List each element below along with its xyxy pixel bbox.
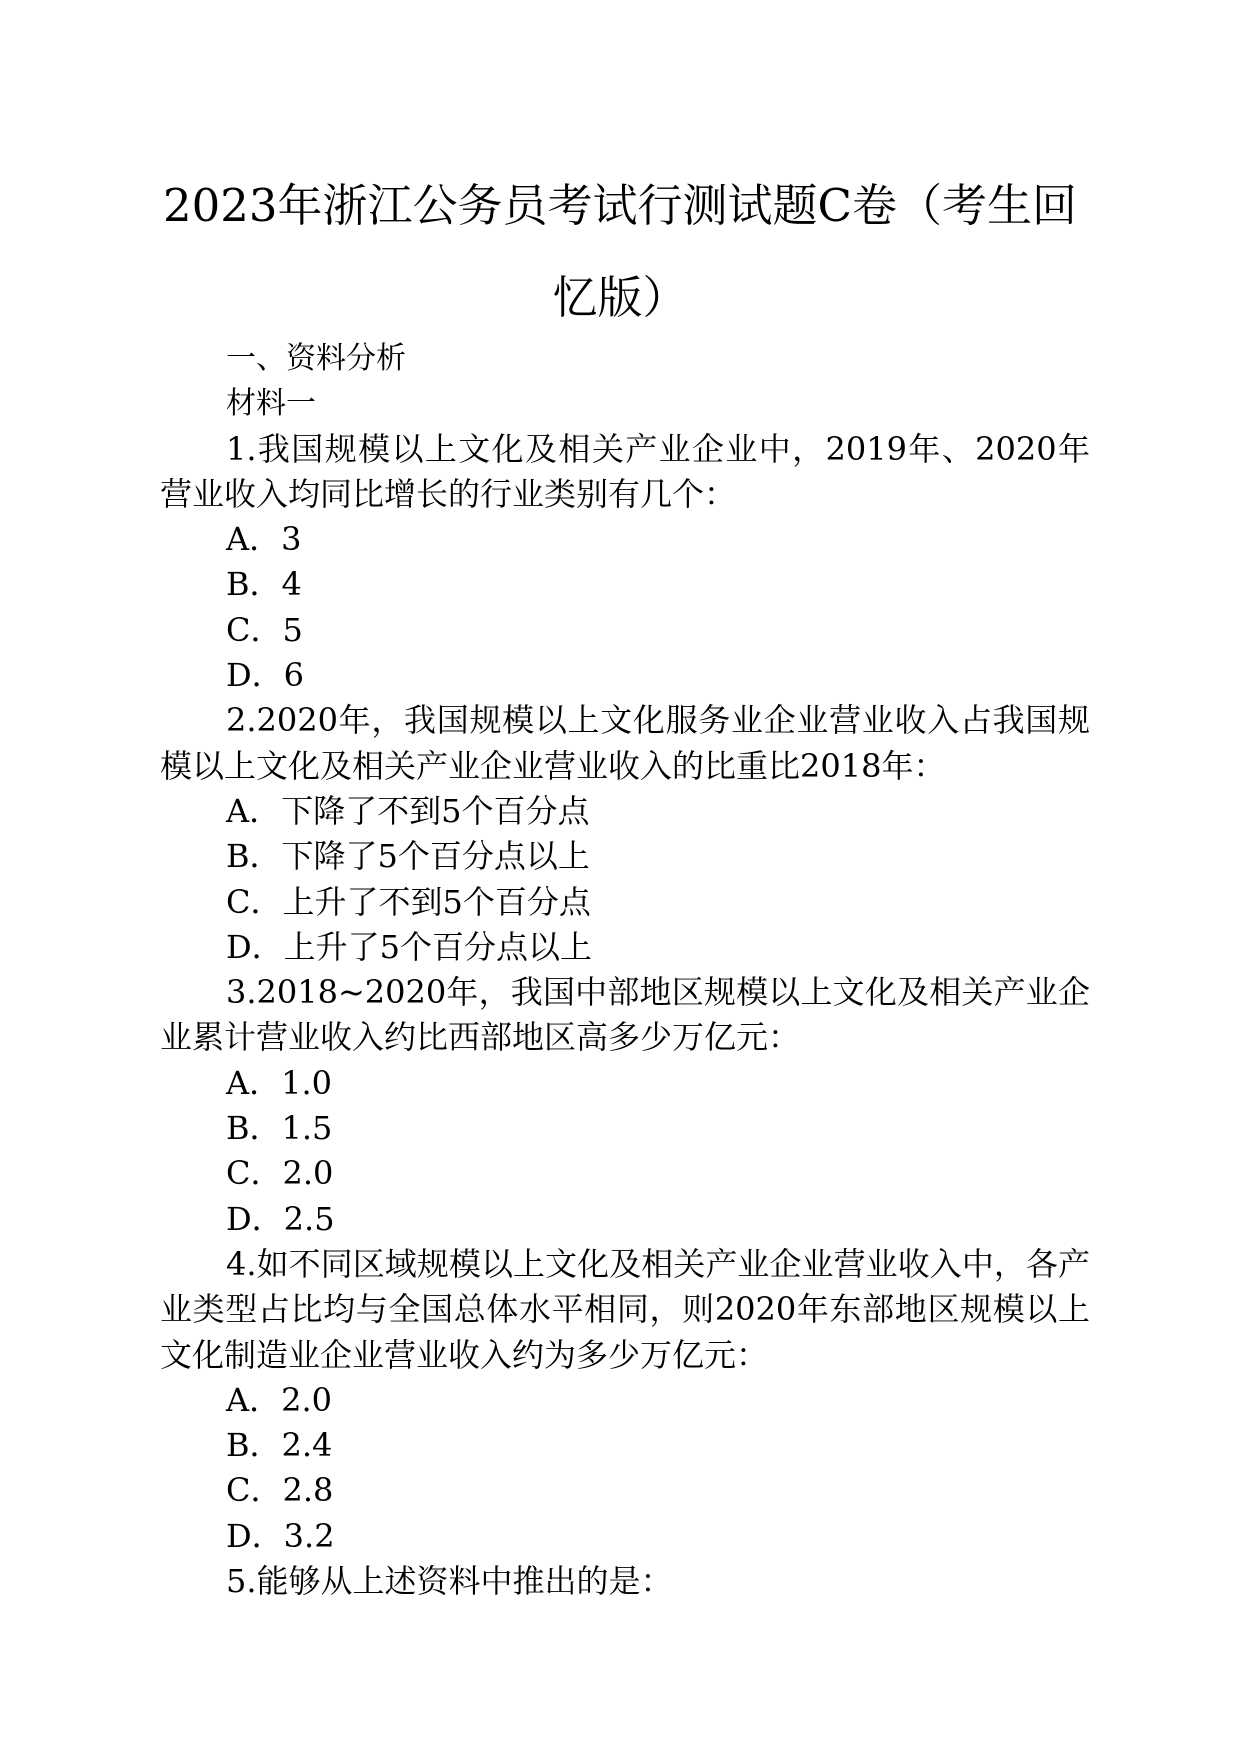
question-4-option-c: C．2.8 [226,1471,334,1510]
document-title: 2023年浙江公务员考试行测试题C卷（考生回忆版） [163,179,1077,324]
question-3-option-a: A．1.0 [226,1063,333,1102]
question-1-option-d: D．6 [226,656,305,695]
question-3-text: 3.2018~2020年，我国中部地区规模以上文化及相关产业企业累计营业收入约比西部地区高多少万亿元： [160,973,1090,1057]
question-3-option-d: D．2.5 [226,1199,335,1238]
question-1-text: 1.我国规模以上文化及相关产业企业中，2019年、2020年营业收入均同比增长的行业类别有几个： [160,429,1090,513]
question-4-text: 4.如不同区域规模以上文化及相关产业企业营业收入中，各产业类型占比均与全国总体水平相同，则2020年东部地区规模以上文化制造业企业营业收入约为多少万亿元： [160,1244,1090,1374]
question-2-option-d: D．上升了5个百分点以上 [226,927,593,966]
document-body [160,336,1090,1604]
question-2-option-b: B．下降了5个百分点以上 [226,837,590,876]
question-2-option-c: C．上升了不到5个百分点 [226,882,591,921]
material-label: 材料一 [226,386,316,422]
question-4-option-b: B．2.4 [226,1426,333,1465]
section-heading: 一、资料分析 [226,341,406,376]
question-2-option-a: A．下降了不到5个百分点 [226,791,590,830]
question-2-text: 2.2020年，我国规模以上文化服务业企业营业收入占我国规模以上文化及相关产业企业营业收入的比重比2018年： [160,701,1090,785]
question-3-option-b: B．1.5 [226,1109,333,1148]
question-1-option-a: A．3 [226,520,302,559]
question-4-option-a: A．2.0 [226,1380,333,1419]
question-1-option-b: B．4 [226,565,302,604]
question-4-option-d: D．3.2 [226,1516,335,1555]
question-3-option-c: C．2.0 [226,1154,334,1193]
question-5-text: 5.能够从上述资料中推出的是： [226,1562,673,1601]
question-1-option-c: C．5 [226,610,303,649]
